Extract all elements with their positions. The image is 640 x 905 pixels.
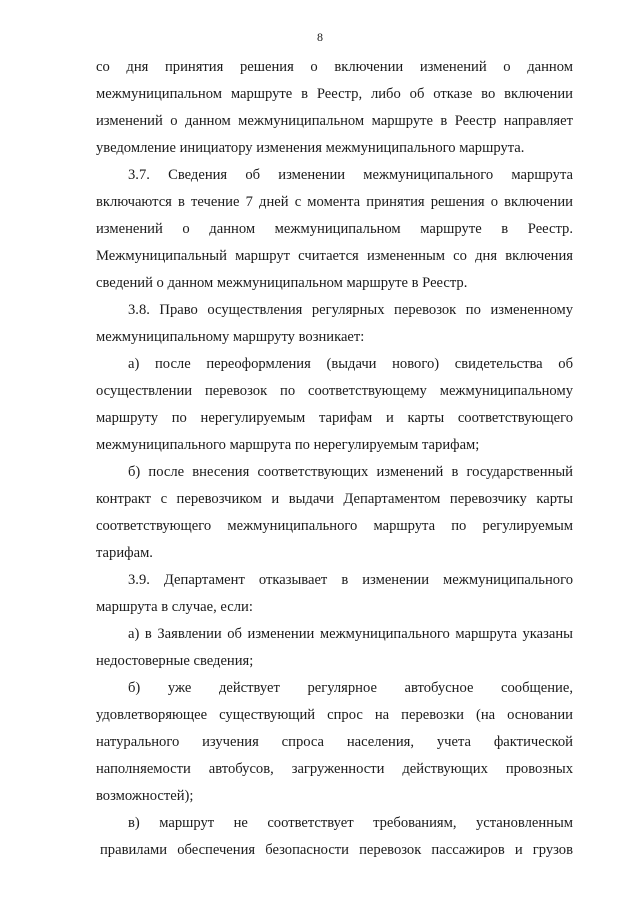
text-line: осуществлении перевозок по соответствующему межмуниципальному <box>96 383 573 399</box>
text-line: маршрута в случае, если: <box>96 599 253 615</box>
text-line: в) маршрут не соответствует требованиям, установленным <box>128 815 573 831</box>
text-line: со дня принятия решения о включении изменений о данном <box>96 59 573 75</box>
text-line: контракт с перевозчиком и выдачи Департаментом перевозчику карты <box>96 491 573 507</box>
text-line: соответствующего межмуниципального маршрута по регулируемым <box>96 518 573 534</box>
text-line: 3.7. Сведения об изменении межмуниципального маршрута <box>128 167 573 183</box>
text-line: межмуниципального маршрута по нерегулируемым тарифам; <box>96 437 480 453</box>
text-line: уведомление инициатору изменения межмуниципального маршрута. <box>96 140 525 156</box>
text-line: Межмуниципальный маршрут считается измененным со дня включения <box>96 248 573 264</box>
text-line: изменений о данном межмуниципальном маршруте в Реестр направляет <box>96 113 573 129</box>
text-line: б) уже действует регулярное автобусное сообщение, <box>128 680 573 696</box>
text-line: наполняемости автобусов, загруженности действующих провозных <box>96 761 573 777</box>
text-line: правилами обеспечения безопасности перевозок пассажиров и грузов <box>100 842 573 858</box>
text-line: возможностей); <box>96 788 194 804</box>
text-line: включаются в течение 7 дней с момента принятия решения о включении <box>96 194 573 210</box>
text-line: межмуниципальному маршруту возникает: <box>96 329 365 345</box>
page-number: 8 <box>317 30 323 44</box>
text-line: а) в Заявлении об изменении межмуниципального маршрута указаны <box>128 626 573 642</box>
text-line: маршруту по нерегулируемым тарифам и карты соответствующего <box>96 410 573 426</box>
text-line: межмуниципальном маршруте в Реестр, либо об отказе во включении <box>96 86 573 102</box>
text-line: удовлетворяющее существующий спрос на перевозки (на основании <box>96 707 573 723</box>
text-line: а) после переоформления (выдачи нового) свидетельства об <box>128 356 573 372</box>
text-line: недостоверные сведения; <box>96 653 254 669</box>
text-line: тарифам. <box>96 545 153 561</box>
text-line: б) после внесения соответствующих изменений в государственный <box>128 464 573 480</box>
text-line: 3.8. Право осуществления регулярных перевозок по измененному <box>128 302 573 318</box>
text-line: сведений о данном межмуниципальном маршруте в Реестр. <box>96 275 468 291</box>
text-line: 3.9. Департамент отказывает в изменении межмуниципального <box>128 572 573 588</box>
text-line: изменений о данном межмуниципальном маршруте в Реестр. <box>96 221 573 237</box>
text-line: натурального изучения спроса населения, учета фактической <box>96 734 573 750</box>
